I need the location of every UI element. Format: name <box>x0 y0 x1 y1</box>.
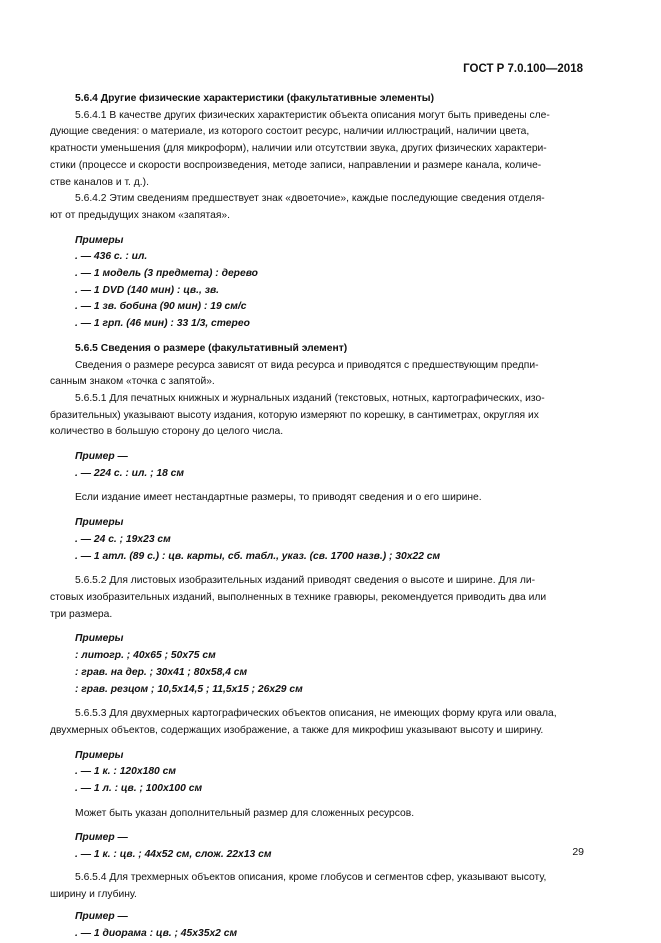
paragraph-5-6-5-3 <box>50 706 586 739</box>
examples-list <box>75 249 586 333</box>
example-item: . — 1 грп. (46 мин) : 33 1/3, стерео <box>75 318 250 330</box>
example-item: . — 436 с. : ил. <box>75 251 148 263</box>
text-line: стики (процессе и скорости воспроизведения, методе записи, направлении и размере канала, количе- <box>50 159 542 171</box>
example-item: . — 1 диорама : цв. ; 45x35x2 см <box>75 927 238 939</box>
text-line: стве каналов и т. д.). <box>50 176 149 188</box>
example-item: . — 1 DVD (140 мин) : цв., зв. <box>75 284 220 296</box>
text-line: ширину и глубину. <box>50 888 137 900</box>
examples-label: Примеры <box>75 517 124 529</box>
document-code: ГОСТ Р 7.0.100—2018 <box>463 63 583 75</box>
paragraph-5-6-4-1 <box>50 108 586 192</box>
examples-label: Примеры <box>75 633 124 645</box>
text-line: 5.6.5.3 Для двухмерных картографических объектов описания, не имеющих форму круга или овала, <box>75 708 557 720</box>
example-item: . — 1 зв. бобина (90 мин) : 19 см/с <box>75 301 247 313</box>
text-line: 5.6.4.1 В качестве других физических характеристик объекта описания могут быть приведены сле- <box>75 109 550 121</box>
section-title-5-6-5: 5.6.5 Сведения о размере (факультативный элемент) <box>75 342 348 354</box>
text-line: 5.6.5.4 Для трехмерных объектов описания, кроме глобусов и сегментов сфер, указывают высоту, <box>75 871 547 883</box>
examples-label: Примеры <box>75 234 124 246</box>
example-item: : грав. на дер. ; 30x41 ; 80x58,4 см <box>75 666 248 678</box>
example-item: . — 1 атл. (89 с.) : цв. карты, сб. табл., указ. (св. 1700 назв.) ; 30x22 см <box>75 550 441 562</box>
text-line: Сведения о размере ресурса зависят от вида ресурса и приводятся с предшествующим предпи- <box>75 359 539 371</box>
text-line: двухмерных объектов, содержащих изображение, а также для микрофиш указывают высоту и ширину. <box>50 724 544 736</box>
note-nonstandard-size: Если издание имеет нестандартные размеры, то приводят сведения и о его ширине. <box>75 492 482 504</box>
example-item: . — 1 к. : 120x180 см <box>75 766 176 778</box>
example-label: Пример — <box>75 911 128 923</box>
paragraph-5-6-5 <box>50 358 586 391</box>
text-line: 5.6.5.1 Для печатных книжных и журнальных изданий (текстовых, нотных, картографических, изо- <box>75 392 545 404</box>
text-line: 5.6.5.2 Для листовых изобразительных изданий приводят сведения о высоте и ширине. Для ли- <box>75 575 536 587</box>
examples-label: Примеры <box>75 749 124 761</box>
example-item: . — 1 модель (3 предмета) : дерево <box>75 268 258 280</box>
paragraph-5-6-5-1 <box>50 391 586 441</box>
page-content <box>50 91 586 943</box>
paragraph-5-6-5-4 <box>50 870 586 903</box>
text-line: бразительных) указывают высоту издания, которую измеряют по корешку, в сантиметрах, округляя их <box>50 409 539 421</box>
page-number: 29 <box>572 846 584 858</box>
section-title-5-6-4: 5.6.4 Другие физические характеристики (факультативные элементы) <box>75 93 434 104</box>
example-item: . — 1 л. : цв. ; 100x100 см <box>75 783 203 795</box>
example-item: : литогр. ; 40x65 ; 50x75 см <box>75 650 216 662</box>
example-label: Пример — <box>75 451 128 463</box>
text-line: 5.6.4.2 Этим сведениям предшествует знак «двоеточие», каждые последующие сведения отделя- <box>75 193 545 205</box>
text-line: стовых изобразительных изданий, выполненных в технике гравюры, рекомендуется приводить два или <box>50 591 547 603</box>
note-folded-size: Может быть указан дополнительный размер для сложенных ресурсов. <box>75 807 415 819</box>
example-item: . — 1 к. : цв. ; 44x52 см, слож. 22x13 см <box>75 849 272 861</box>
text-line: количество в большую сторону до целого числа. <box>50 426 284 438</box>
example-item: . — 24 с. ; 19x23 см <box>75 533 171 545</box>
example-item: : грав. резцом ; 10,5x14,5 ; 11,5x15 ; 26x29 см <box>75 683 303 695</box>
paragraph-5-6-5-2 <box>50 573 586 623</box>
example-label: Пример — <box>75 832 128 844</box>
text-line: кратности уменьшения (для микроформ), наличии или отсутствии звука, других физических характери- <box>50 143 547 155</box>
paragraph-5-6-4-2 <box>50 191 586 224</box>
example-item: . — 224 с. : ил. ; 18 см <box>75 467 185 479</box>
text-line: санным знаком «точка с запятой». <box>50 376 215 388</box>
text-line: дующие сведения: о материале, из которого состоит ресурс, наличии иллюстраций, наличии цвета, <box>50 126 530 138</box>
text-line: ют от предыдущих знаком «запятая». <box>50 209 230 221</box>
text-line: три размера. <box>50 608 113 620</box>
